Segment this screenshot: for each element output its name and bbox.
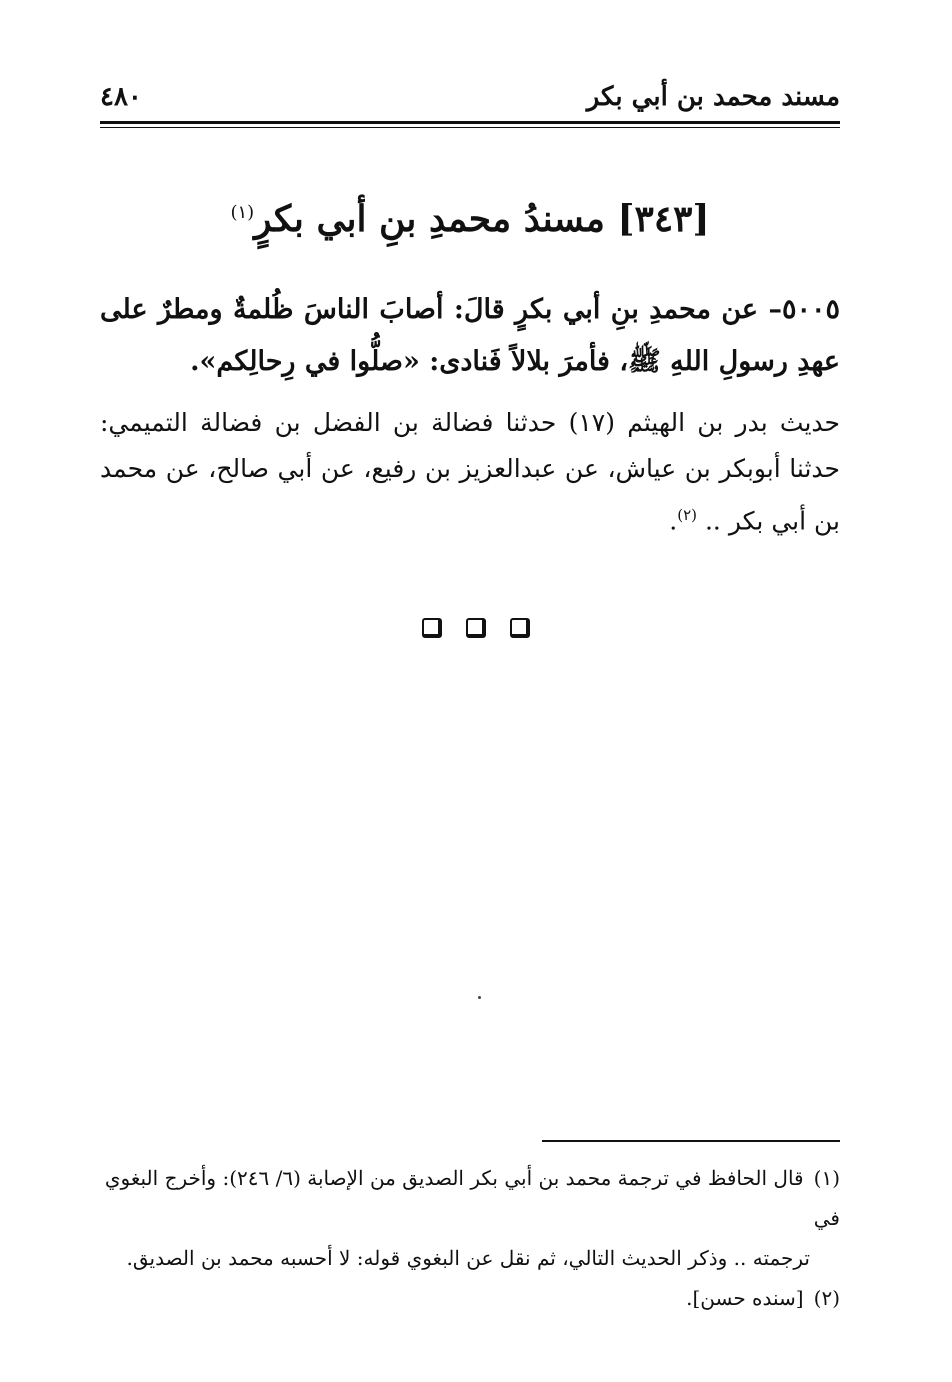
hadith-text-block bbox=[100, 284, 840, 388]
hadith-number: ٥٠٠٥ bbox=[781, 294, 840, 325]
footnote-rule bbox=[542, 1140, 840, 1142]
footnote-1-line2: ترجمته .. وذكر الحديث التالي، ثم نقل عن البغوي قوله: لا أحسبه محمد بن الصديق. bbox=[126, 1246, 810, 1270]
page-number: ٤٨٠ bbox=[100, 82, 142, 112]
hadith-text: – عن محمدِ بنِ أبي بكرٍ قالَ: أصابَ الناسَ ظُلمةٌ ومطرٌ على عهدِ رسولِ اللهِ ﷺ، فأمرَ بلالاً فَنادى: «صلُّوا في رِحالِكم». bbox=[100, 294, 840, 377]
takhrij-footnote-ref: (٢) bbox=[677, 506, 698, 524]
section-footnote-ref: (١) bbox=[230, 202, 255, 223]
section-title-text: [٣٤٣] مسندُ محمدِ بنِ أبي بكرٍ bbox=[254, 198, 710, 240]
running-header bbox=[100, 78, 840, 118]
footnote-1 bbox=[100, 1158, 840, 1278]
separator-square-icon bbox=[466, 618, 486, 638]
header-rule-thick bbox=[100, 121, 840, 124]
section-separator bbox=[0, 618, 952, 642]
footnote-2 bbox=[100, 1278, 840, 1318]
footnote-2-line1: [سنده حسن]. bbox=[686, 1286, 804, 1310]
section-title bbox=[100, 198, 840, 240]
separator-square-icon bbox=[422, 618, 442, 638]
takhrij-text: حديث بدر بن الهيثم (١٧) حدثنا فضالة بن الفضل بن فضالة التميمي: حدثنا أبوبكر بن عياش، عن عبدالعزيز بن رفيع، عن أبي صالح، عن محمد بن أبي بكر .. bbox=[100, 408, 841, 536]
takhrij-paragraph bbox=[100, 400, 840, 544]
takhrij-end: . bbox=[669, 506, 678, 536]
stray-dot bbox=[478, 996, 481, 999]
separator-square-icon bbox=[510, 618, 530, 638]
footnote-2-number: (٢) bbox=[813, 1286, 840, 1310]
footnote-1-line1: قال الحافظ في ترجمة محمد بن أبي بكر الصديق من الإصابة (٦/ ٢٤٦): وأخرج البغوي في bbox=[104, 1166, 840, 1230]
header-rule-thin bbox=[100, 127, 840, 128]
running-header-title: مسند محمد بن أبي بكر bbox=[586, 82, 840, 112]
footnote-1-number: (١) bbox=[813, 1166, 840, 1190]
footnotes bbox=[100, 1158, 840, 1318]
